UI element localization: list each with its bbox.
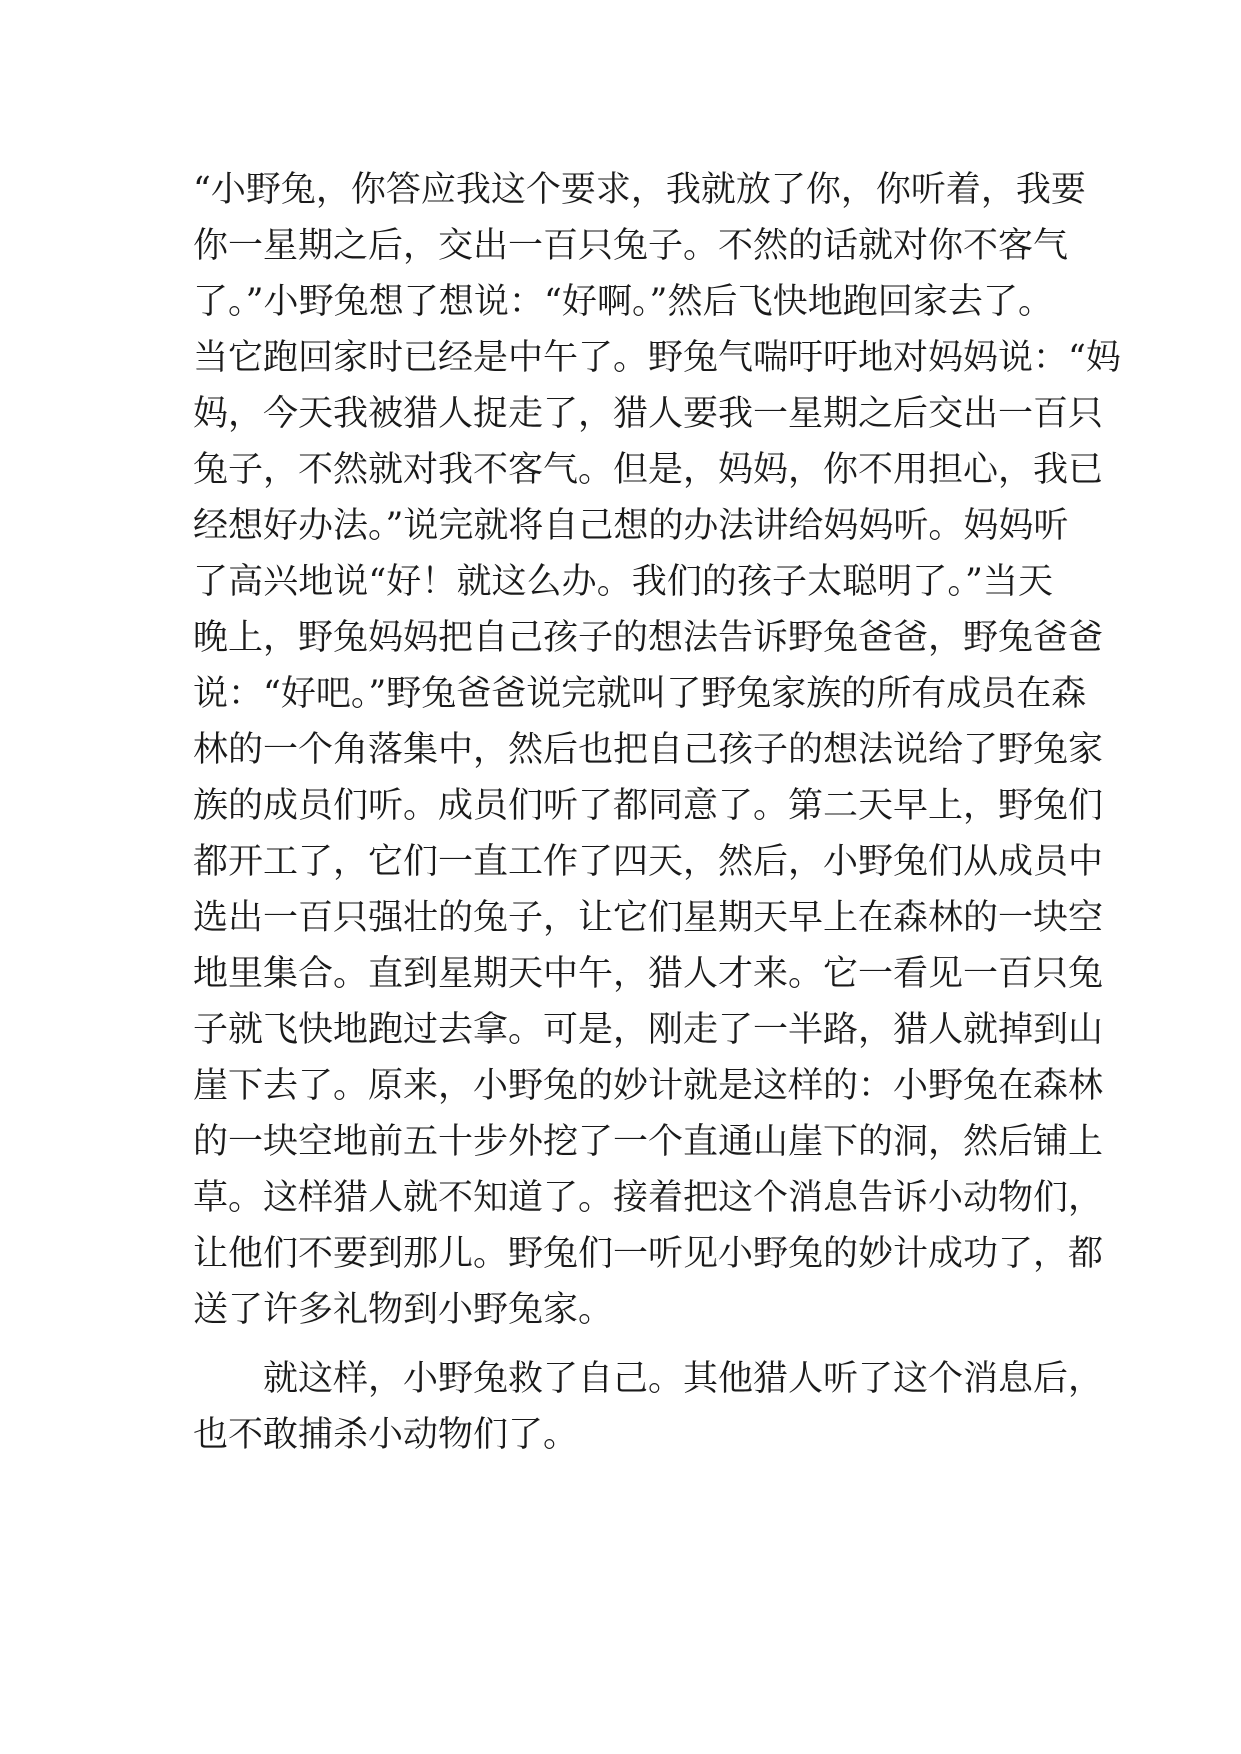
text-line: “小野兔，你答应我这个要求，我就放了你，你听着，我要: [193, 170, 1086, 210]
text-line: 族的成员们听。成员们听了都同意了。第二天早上，野兔们: [193, 786, 1104, 826]
text-line: 让他们不要到那儿。野兔们一听见小野兔的妙计成功了，都: [193, 1234, 1104, 1274]
text-line: 草。这样猎人就不知道了。接着把这个消息告诉小动物们，: [193, 1178, 1104, 1218]
text-line: 了。”小野兔想了想说：“好啊。”然后飞快地跑回家去了。: [193, 282, 1053, 322]
text-line: 都开工了，它们一直工作了四天，然后，小野兔们从成员中: [193, 842, 1104, 882]
text-line: 崖下去了。原来，小野兔的妙计就是这样的：小野兔在森林: [193, 1066, 1104, 1106]
text-line: 兔子，不然就对我不客气。但是，妈妈，你不用担心，我已: [193, 450, 1104, 490]
text-line: 的一块空地前五十步外挖了一个直通山崖下的洞，然后铺上: [193, 1122, 1104, 1162]
text-line: 当它跑回家时已经是中午了。野兔气喘吁吁地对妈妈说：“妈: [193, 338, 1121, 378]
text-line: 说：“好吧。”野兔爸爸说完就叫了野兔家族的所有成员在森: [193, 674, 1087, 714]
text-line: 妈，今天我被猎人捉走了，猎人要我一星期之后交出一百只: [193, 394, 1104, 434]
text-line: 地里集合。直到星期天中午，猎人才来。它一看见一百只兔: [193, 954, 1104, 994]
paragraph: [193, 162, 1121, 1338]
text-line: 也不敢捕杀小动物们了。: [193, 1415, 579, 1455]
paragraph: [193, 1351, 1104, 1463]
text-line: 你一星期之后，交出一百只兔子。不然的话就对你不客气: [193, 226, 1069, 266]
text-line: 选出一百只强壮的兔子，让它们星期天早上在森林的一块空: [193, 898, 1104, 938]
text-line: 林的一个角落集中，然后也把自己孩子的想法说给了野兔家: [193, 730, 1104, 770]
text-line: 晚上，野兔妈妈把自己孩子的想法告诉野兔爸爸，野兔爸爸: [193, 618, 1104, 658]
text-line: 就这样，小野兔救了自己。其他猎人听了这个消息后，: [263, 1359, 1104, 1399]
text-line: 送了许多礼物到小野兔家。: [193, 1290, 614, 1330]
story-text: [193, 162, 1121, 1463]
text-line: 经想好办法。”说完就将自己想的办法讲给妈妈听。妈妈听: [193, 506, 1069, 546]
text-line: 子就飞快地跑过去拿。可是，刚走了一半路，猎人就掉到山: [193, 1010, 1104, 1050]
text-line: 了高兴地说“好！就这么办。我们的孩子太聪明了。”当天: [193, 562, 1053, 602]
paragraph-gap: [193, 1338, 1053, 1351]
